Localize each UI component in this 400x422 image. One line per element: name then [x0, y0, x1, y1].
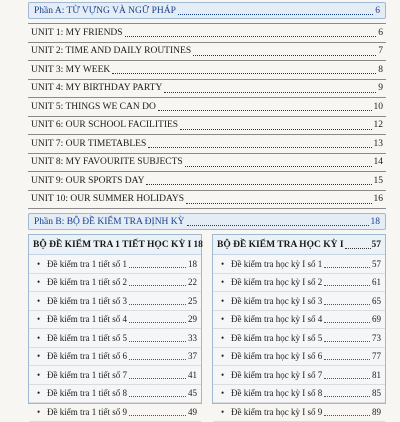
test-page: 65	[372, 295, 381, 306]
dot-leader	[345, 240, 371, 249]
test-label: Đề kiểm tra học kỳ I số 5	[231, 332, 323, 343]
dot-leader	[129, 334, 186, 342]
test-label: Đề kiểm tra học kỳ I số 8	[231, 388, 323, 399]
bullet-icon: •	[37, 351, 41, 362]
test-entry-row[interactable]	[29, 311, 201, 330]
dot-leader	[129, 315, 186, 323]
unit-page: 16	[373, 194, 383, 205]
dot-leader	[186, 195, 371, 204]
bullet-icon: •	[37, 332, 41, 343]
test-entry-row[interactable]	[213, 311, 385, 330]
semester-tests-list	[213, 255, 385, 422]
test-label: Đề kiểm tra 1 tiết số 7	[47, 369, 127, 380]
dot-leader	[125, 28, 377, 37]
dot-leader	[324, 408, 370, 416]
test-label: Đề kiểm tra học kỳ I số 6	[231, 351, 323, 362]
test-page: 29	[188, 314, 197, 325]
test-entry-row[interactable]	[29, 348, 201, 367]
unit-label: UNIT 1: MY FRIENDS	[31, 27, 123, 38]
unit-list	[28, 23, 386, 209]
bullet-icon: •	[221, 388, 225, 399]
bullet-icon: •	[221, 258, 225, 269]
one-period-tests-column	[28, 234, 203, 417]
dot-leader	[324, 334, 370, 342]
test-label: Đề kiểm tra 1 tiết số 9	[47, 406, 127, 417]
test-entry-row[interactable]	[213, 329, 385, 348]
test-page: 85	[372, 388, 381, 399]
dot-leader	[185, 158, 372, 167]
test-entry-row[interactable]	[29, 366, 201, 385]
unit-label: UNIT 7: OUR TIMETABLES	[31, 138, 147, 149]
toc-unit-row[interactable]	[28, 135, 386, 154]
bullet-icon: •	[221, 314, 225, 325]
test-label: Đề kiểm tra học kỳ I số 1	[231, 258, 323, 269]
test-label: Đề kiểm tra 1 tiết số 1	[47, 258, 127, 269]
test-label: Đề kiểm tra 1 tiết số 5	[47, 332, 127, 343]
test-entry-row[interactable]	[29, 329, 201, 348]
test-page: 81	[372, 369, 381, 380]
dot-leader	[146, 176, 371, 185]
unit-page: 13	[373, 138, 383, 149]
part-b-title: Phần B: BỘ ĐỀ KIỂM TRA ĐỊNH KỲ	[34, 216, 185, 227]
test-entry-row[interactable]	[213, 274, 385, 293]
bullet-icon: •	[221, 369, 225, 380]
test-page: 33	[188, 332, 197, 343]
test-page: 61	[372, 277, 381, 288]
toc-unit-row[interactable]	[28, 80, 386, 99]
test-page: 41	[188, 369, 197, 380]
test-page: 57	[372, 258, 381, 269]
unit-label: UNIT 9: OUR SPORTS DAY	[31, 175, 145, 186]
dot-leader	[187, 217, 369, 226]
part-a-header[interactable]	[28, 2, 386, 19]
toc-unit-row[interactable]	[28, 117, 386, 136]
bullet-icon: •	[221, 295, 225, 306]
test-entry-row[interactable]	[213, 403, 385, 422]
toc-unit-row[interactable]	[28, 154, 386, 173]
bullet-icon: •	[221, 277, 225, 288]
unit-page: 6	[378, 27, 383, 38]
unit-label: UNIT 10: OUR SUMMER HOLIDAYS	[31, 194, 185, 205]
toc-unit-row[interactable]	[28, 43, 386, 62]
dot-leader	[129, 297, 186, 305]
toc-unit-row[interactable]	[28, 98, 386, 117]
dot-leader	[324, 297, 370, 305]
bullet-icon: •	[37, 295, 41, 306]
test-label: Đề kiểm tra học kỳ I số 9	[231, 406, 323, 417]
unit-label: UNIT 3: MY WEEK	[31, 64, 111, 75]
test-page: 37	[188, 351, 197, 362]
toc-unit-row[interactable]	[28, 24, 386, 43]
one-period-tests-page: 18	[193, 239, 203, 250]
dot-leader	[324, 389, 370, 397]
test-label: Đề kiểm tra học kỳ I số 2	[231, 277, 323, 288]
dot-leader	[148, 139, 371, 148]
unit-label: UNIT 5: THINGS WE CAN DO	[31, 101, 156, 112]
unit-label: UNIT 6: OUR SCHOOL FACILITIES	[31, 120, 179, 131]
test-entry-row[interactable]	[213, 366, 385, 385]
test-page: 77	[372, 351, 381, 362]
unit-page: 10	[373, 101, 383, 112]
test-entry-row[interactable]	[29, 292, 201, 311]
unit-page: 7	[378, 46, 383, 57]
toc-unit-row[interactable]	[28, 61, 386, 80]
test-label: Đề kiểm tra 1 tiết số 8	[47, 388, 127, 399]
unit-page: 9	[378, 83, 383, 94]
semester-tests-header[interactable]	[213, 235, 385, 255]
test-label: Đề kiểm tra 1 tiết số 3	[47, 295, 127, 306]
dot-leader	[324, 260, 370, 268]
test-page: 49	[188, 406, 197, 417]
test-page: 22	[188, 277, 197, 288]
test-entry-row[interactable]	[29, 403, 201, 422]
bullet-icon: •	[37, 388, 41, 399]
dot-leader	[129, 278, 186, 286]
test-entry-row[interactable]	[29, 385, 201, 404]
dot-leader	[180, 121, 371, 130]
test-label: Đề kiểm tra 1 tiết số 4	[47, 314, 127, 325]
dot-leader	[193, 47, 376, 56]
dot-leader	[158, 102, 372, 111]
test-label: Đề kiểm tra 1 tiết số 6	[47, 351, 127, 362]
semester-tests-title: BỘ ĐỀ KIỂM TRA HỌC KỲ I	[217, 239, 344, 250]
one-period-tests-list	[29, 255, 201, 422]
test-label: Đề kiểm tra 1 tiết số 2	[47, 277, 127, 288]
dot-leader	[178, 6, 373, 15]
unit-label: UNIT 8: MY FAVOURITE SUBJECTS	[31, 157, 183, 168]
bullet-icon: •	[37, 406, 41, 417]
dot-leader	[112, 65, 376, 74]
unit-page: 12	[373, 120, 383, 131]
unit-page: 14	[373, 157, 383, 168]
test-page: 89	[372, 406, 381, 417]
one-period-tests-header[interactable]	[29, 235, 201, 255]
unit-label: UNIT 4: MY BIRTHDAY PARTY	[31, 83, 163, 94]
toc-unit-row[interactable]	[28, 191, 386, 210]
toc-unit-row[interactable]	[28, 172, 386, 191]
part-b-header[interactable]	[28, 213, 386, 230]
dot-leader	[324, 315, 370, 323]
dot-leader	[129, 260, 186, 268]
bullet-icon: •	[37, 314, 41, 325]
unit-page: 15	[373, 175, 383, 186]
dot-leader	[129, 352, 186, 360]
dot-leader	[324, 371, 370, 379]
unit-page: 8	[378, 64, 383, 75]
test-label: Đề kiểm tra học kỳ I số 7	[231, 369, 323, 380]
test-label: Đề kiểm tra học kỳ I số 3	[231, 295, 323, 306]
part-a-page: 6	[375, 5, 380, 16]
test-entry-row[interactable]	[29, 274, 201, 293]
test-page: 73	[372, 332, 381, 343]
test-entry-row[interactable]	[213, 385, 385, 404]
bullet-icon: •	[221, 406, 225, 417]
dot-leader	[324, 352, 370, 360]
test-entry-row[interactable]	[213, 292, 385, 311]
dot-leader	[129, 389, 186, 397]
part-b-page: 18	[370, 216, 380, 227]
bullet-icon: •	[221, 332, 225, 343]
semester-tests-page: 57	[371, 239, 381, 250]
test-page: 69	[372, 314, 381, 325]
part-a-title: Phần A: TỪ VỰNG VÀ NGỮ PHÁP	[34, 5, 176, 16]
test-label: Đề kiểm tra học kỳ I số 4	[231, 314, 323, 325]
bullet-icon: •	[37, 258, 41, 269]
dot-leader	[129, 408, 186, 416]
test-page: 25	[188, 295, 197, 306]
dot-leader	[164, 84, 376, 93]
test-entry-row[interactable]	[29, 255, 201, 274]
unit-label: UNIT 2: TIME AND DAILY ROUTINES	[31, 46, 192, 57]
dot-leader	[324, 278, 370, 286]
one-period-tests-title: BỘ ĐỀ KIỂM TRA 1 TIẾT HỌC KỲ I	[33, 239, 192, 250]
bullet-icon: •	[37, 369, 41, 380]
test-entry-row[interactable]	[213, 348, 385, 367]
test-page: 18	[188, 258, 197, 269]
semester-tests-column	[212, 234, 386, 417]
bullet-icon: •	[221, 351, 225, 362]
bullet-icon: •	[37, 277, 41, 288]
test-entry-row[interactable]	[213, 255, 385, 274]
test-page: 45	[188, 388, 197, 399]
dot-leader	[129, 371, 186, 379]
